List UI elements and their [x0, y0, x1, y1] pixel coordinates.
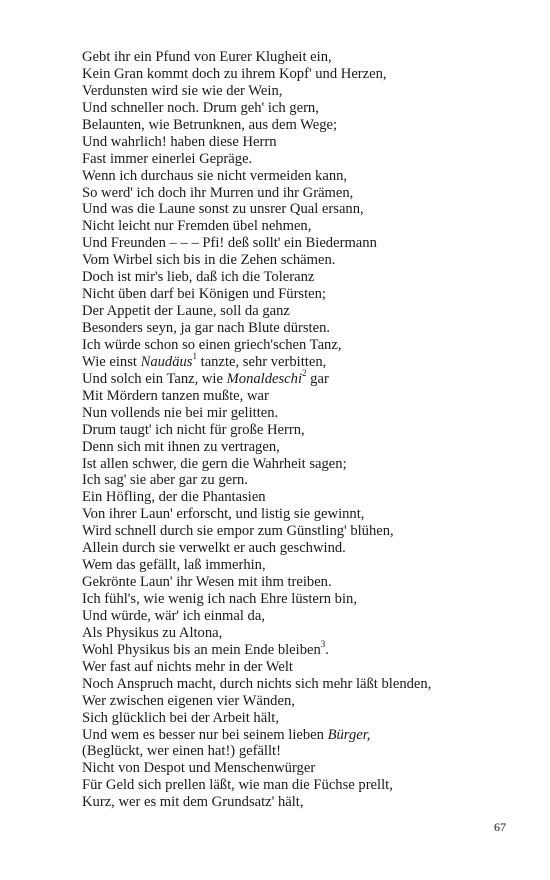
- line-text: So werd' ich doch ihr Murren und ihr Grämen,: [82, 184, 354, 201]
- poem-line: [82, 506, 522, 523]
- poem-line: [82, 303, 522, 320]
- poem-line: [82, 201, 522, 218]
- line-text: gar: [306, 370, 329, 387]
- line-text: Ich fühl's, wie wenig ich nach Ehre lüstern bin,: [82, 591, 357, 607]
- italic-name: Naudäus: [140, 353, 193, 370]
- poem-line: [82, 489, 522, 506]
- poem-line: [82, 235, 522, 252]
- line-text: Und solch ein Tanz, wie: [82, 370, 227, 387]
- poem-line: [82, 151, 522, 168]
- poem-line: [82, 320, 522, 337]
- line-text: Drum taugt' ich nicht für große Herrn,: [82, 421, 305, 438]
- poem-line: [82, 523, 522, 540]
- poem-line: [82, 693, 522, 710]
- line-text: Wem das gefällt, laß immerhin,: [82, 557, 266, 574]
- line-text: Nicht leicht nur Fremden übel nehmen,: [82, 218, 312, 235]
- line-text: Ich würde schon so einen griech'schen Tanz,: [82, 336, 342, 353]
- line-text: Kurz, wer es mit dem Grundsatz' hält,: [82, 794, 304, 811]
- page-number: 67: [494, 820, 506, 834]
- poem-line: [82, 405, 522, 422]
- line-text: tanzte, sehr verbitten,: [197, 353, 327, 370]
- line-text: Der Appetit der Laune, soll da ganz: [82, 303, 290, 320]
- poem-line: [82, 777, 522, 794]
- poem-text: [82, 49, 522, 811]
- line-text: Besonders seyn, ja gar nach Blute dürsten.: [82, 320, 331, 336]
- line-text: Und schneller noch. Drum geh' ich gern,: [82, 99, 319, 116]
- line-text: Und wahrlich! haben diese Herrn: [82, 133, 277, 150]
- line-text: Vom Wirbel sich bis in die Zehen schämen.: [82, 252, 336, 269]
- line-text: Wenn ich durchaus sie nicht vermeiden kann,: [82, 167, 348, 184]
- poem-line: [82, 540, 522, 557]
- line-text: Wie einst: [82, 353, 141, 370]
- line-text: Verdunsten wird sie wie der Wein,: [82, 82, 283, 99]
- poem-line: [82, 66, 522, 83]
- poem-line: [82, 134, 522, 151]
- poem-line: [82, 49, 522, 66]
- line-text: Wohl Physikus bis an mein Ende bleiben: [82, 641, 321, 658]
- line-text: Ein Höfling, der die Phantasien: [82, 489, 266, 506]
- poem-line: [82, 557, 522, 574]
- poem-line: [82, 794, 522, 811]
- line-text: Als Physikus zu Altona,: [82, 624, 223, 641]
- poem-line: [82, 456, 522, 473]
- poem-line: [82, 439, 522, 456]
- poem-line: [82, 269, 522, 286]
- poem-line: [82, 422, 522, 439]
- line-text: Allein durch sie verwelkt er auch geschwind.: [82, 540, 346, 557]
- line-text: (Beglückt, wer einen hat!) gefällt!: [82, 743, 281, 760]
- line-text: Belaunten, wie Betrunknen, aus dem Wege;: [82, 116, 338, 133]
- poem-line: [82, 83, 522, 100]
- italic-name: Monaldeschi: [226, 370, 303, 387]
- line-text: Doch ist mir's lieb, daß ich die Toleranz: [82, 269, 315, 286]
- line-text: Gebt ihr ein Pfund von Eurer Klugheit ein,: [82, 49, 332, 65]
- poem-line: [82, 117, 522, 134]
- poem-line: [82, 337, 522, 354]
- poem-line: [82, 591, 522, 608]
- line-text: Nun vollends nie bei mir gelitten.: [82, 404, 279, 421]
- line-text: Und Freunden – – – Pfi! deß sollt' ein Biedermann: [82, 235, 377, 252]
- line-text: Von ihrer Laun' erforscht, und listig sie gewinnt,: [82, 506, 365, 523]
- line-text: Fast immer einerlei Gepräge.: [82, 150, 253, 167]
- line-text: Mit Mördern tanzen mußte, war: [82, 387, 269, 404]
- poem-line: [82, 727, 522, 744]
- footnote-marker: 2: [302, 367, 307, 378]
- poem-line: [82, 388, 522, 405]
- line-text: Wer fast auf nichts mehr in der Welt: [82, 658, 293, 675]
- line-text: Für Geld sich prellen läßt, wie man die Füchse prellt,: [82, 777, 393, 794]
- poem-line: [82, 185, 522, 202]
- line-text: Noch Anspruch macht, durch nichts sich mehr läßt blenden,: [82, 675, 432, 692]
- line-text: Denn sich mit ihnen zu vertragen,: [82, 438, 280, 455]
- footnote-marker: 3: [320, 638, 326, 649]
- line-text: Gekrönte Laun' ihr Wesen mit ihm treiben.: [82, 574, 332, 591]
- poem-line: [82, 286, 522, 303]
- poem-line: [82, 574, 522, 591]
- poem-line: [82, 100, 522, 117]
- poem-line: [82, 743, 522, 760]
- line-text: Wer zwischen eigenen vier Wänden,: [82, 692, 295, 709]
- line-text: Und würde, wär' ich einmal da,: [82, 607, 265, 624]
- poem-line: [82, 638, 522, 659]
- footnote-marker: 1: [192, 351, 197, 362]
- poem-line: [82, 472, 522, 489]
- line-text: Nicht von Despot und Menschenwürger: [82, 760, 316, 777]
- line-text: Sich glücklich bei der Arbeit hält,: [82, 709, 279, 726]
- poem-line: [82, 168, 522, 185]
- poem-line: [82, 218, 522, 235]
- line-text: Und was die Laune sonst zu unsrer Qual ersann,: [82, 201, 364, 218]
- line-text: Kein Gran kommt doch zu ihrem Kopf' und Herzen,: [82, 65, 387, 82]
- line-text: .: [325, 641, 329, 658]
- line-text: Ich sag' sie aber gar zu gern.: [82, 472, 248, 489]
- line-text: Ist allen schwer, die gern die Wahrheit sagen;: [82, 455, 347, 472]
- line-text: Wird schnell durch sie empor zum Günstling' blühen,: [82, 523, 394, 540]
- poem-line: [82, 252, 522, 269]
- poem-line: [82, 676, 522, 693]
- poem-line: [82, 367, 522, 388]
- poem-line: [82, 625, 522, 642]
- poem-line: [82, 710, 522, 727]
- line-text: Und wem es besser nur bei seinem lieben: [82, 726, 328, 743]
- italic-name: Bürger,: [327, 726, 371, 743]
- poem-line: [82, 760, 522, 777]
- poem-line: [82, 659, 522, 676]
- line-text: Nicht üben darf bei Königen und Fürsten;: [82, 286, 326, 303]
- poem-line: [82, 608, 522, 625]
